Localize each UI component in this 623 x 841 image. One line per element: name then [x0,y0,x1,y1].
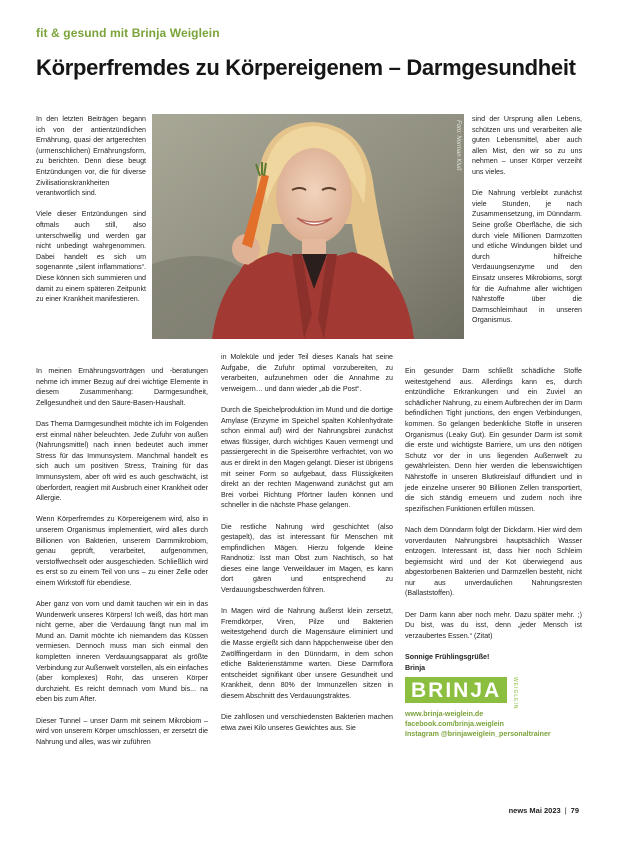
paragraph: Die zahllosen und verschiedensten Bakterien machen etwa zwei Kilo unseres Gewichtes aus. Sie [221,713,393,732]
paragraph: In meinen Ernährungsvorträgen und -beratungen nehme ich immer Bezug auf drei wichtige Elemente in diesem Zusammenhang: Darmgesundheit, Zellgesundheit und den Säure-Basen-Haushalt. [36,367,208,407]
paragraph: sind der Ursprung allen Lebens, schützen uns und verarbeiten alle guten Lebensmittel, aber auch allen Mist, den wir so zu uns nehmen – unser Körper verzeiht uns vieles. [472,115,582,176]
paragraph: Ein gesunder Darm schließt schädliche Stoffe weitestgehend aus. Allerdings kann es, durch entzündliche Erkrankungen und ein Zuviel an schädlicher Nahrung, zu einem Aufbrechen der im Darm befindlichen Tight junctions, den engen Verbindungen, kommen. So gelangen bedenkliche Stoffe in unseren Organismus (Leaky Gut). Ein gesunder Darm ist somit die erste und wichtigste Barriere, um uns den nötigen Schutz vor der in uns liegenden Außenwelt zu gewährleisten. Denn hier werden die lebenswichtigen Nährstoffe in unseren Blutkreislauf diffundiert und in jede einzelne unserer 90 Billionen Zellen transportiert, die sich ständig erneuern und zudem noch ihre spezifischen Funktionen erfüllen müssen. [405,367,582,513]
paragraph: Wenn Körperfremdes zu Körpereigenem wird, also in unserem Organismus implementiert, wird alles durch Billionen von Bakterien, unserem Darmmikrobiom, genau geprüft, verarbeitet, aufgenommen, verstoffwechselt oder ausgeschieden. Schließlich wird es erst so zu einem Teil von uns – zu einer Zelle oder einem Wirkstoff für ebendiese. [36,515,208,587]
portrait-photo [152,114,464,339]
website-link[interactable]: www.brinja-weiglein.de [405,710,484,719]
issue-label: news Mai 2023 [508,806,561,815]
author-name: Brinja [405,663,426,672]
column-1-body [36,366,208,747]
paragraph: Der Darm kann aber noch mehr. Dazu später mehr. ;) Du bist, was du isst, denn „jeder Mensch ist verzaubertes Essen.“ (Zitat) [405,610,582,640]
paragraph: In den letzten Beiträgen begann ich von der antientzündlichen Ernährung, quasi der artgerechten (urmenschlichen) Ernährungsform, zu berichten. Denn diese beugt Entzündungen vor, die für diverse Zivilisationskrankheiten verantwortlich sind. [36,115,146,198]
column-2-body [221,352,393,733]
section-kicker: fit & gesund mit Brinja Weiglein [36,26,220,40]
paragraph: Viele dieser Entzündungen sind oftmals auch still, also unterschwellig und werden gar nicht unbedingt wahrgenommen. Dabei handelt es sich um sogenannte „silent inflammations“. Diese können sich summieren und damit zu einem späteren Zeitpunkt zu einer Krankheit manifestieren. [36,210,146,304]
footer-separator: | [564,806,567,815]
instagram-link[interactable]: Instagram @brinjaweiglein_personaltrainer [405,730,551,739]
paragraph: Die Nahrung verbleibt zunächst viele Stunden, je nach Zusammensetzung, im Dünndarm. Seine große Oberfläche, die sich durch viele Millionen Darmzotten und etliche Windungen bildet und durch hilfreiche Verdauungsenzyme und den Einsatz unseres Mikrobioms, sorgt für die Aufnahme aller wichtigen Nährstoffe über die Darmschleimhaut in unseren Organismus. [472,189,582,325]
paragraph: Die restliche Nahrung wird geschichtet (also gestapelt), das ist interessant für Menschen mit empfindlichen Mägen. Hierzu folgende kleine Randnotiz: Isst man Obst zum Nachtisch, so hat dieses eine lange Verweildauer im Magen, es kann dort gären und entsprechend zu Verdauungsbeschwerden führen. [221,522,393,595]
logo-wordmark: BRINJA [405,677,507,703]
paragraph: In Magen wird die Nahrung äußerst klein zersetzt, Fremdkörper, Viren, Pilze und Bakterien weitestgehend durch die Magensäure eliminiert und die Masse ergießt sich dann häppchenweise über den Zwölffingerdarm in den Dünndarm, in dem schon etliche Bakterienstämme warten. Diese Darmflora entscheidet signifikant über unsere Gesundheit und Krankheit, denn 80% der Immunzellen sitzen in diesem Abschnitt des Verdauungstraktes. [221,607,393,700]
contact-links [405,709,582,739]
paragraph: Das Thema Darmgesundheit möchte ich im Folgenden erst einmal näher beleuchten. Jede Zufuhr von außen (Nahrungsmittel) nach innen bedeutet auch immer Stress für das Immunsystem. Manchmal handelt es sich auch um positiven Stress, Training für das Immunsystem, aber oft wird es auch geschwächt, ist überfordert, reagiert mit Ausbruch einer Krankheit oder Allergie. [36,419,208,503]
column-3-intro [472,114,582,326]
paragraph: Aber ganz von vorn und damit tauchen wir ein in das Wunderwerk unseres Körpers! Ich weiß, das hört man nicht gerne, aber die Verdauung fängt nun mal im Mund an. Damit möchte ich niemandem das Küssen vermiesen. Dennoch muss man sich einmal den kompletten inneren Verdauungsapparat als größte Verbindung zur Außenwelt vorstellen, als ein einfaches (aber komplexes) Rohr, das unseren Körper durchzieht. Es reicht demnach vom Mund bis... na eben bis zum After. [36,600,208,704]
brand-logo [405,677,582,710]
paragraph: Durch die Speichelproduktion im Mund und die dortige Amylase (Enzyme im Speichel spalten Kohlenhydrate schon einmal auf) wird der Nahrungsbrei zunächst etwas flüssiger, durch wichtiges Kauen vermengt und passiergerecht in die Speiseröhre verfrachtet, von wo aus er direkt in den Magen gelangt. Dieser ist übrigens mit seiner Form so aufgebaut, dass Flüssigkeiten direkt an der rechten Magenwand zunächst gut am Brei vorbei Richtung Pförtner laufen können und schneller in die nächste Phase gelangen. [221,405,393,510]
column-3-body [405,366,582,739]
paragraph: in Moleküle und jeder Teil dieses Kanals hat seine Aufgabe, die Zufuhr optimal vorzubereiten, zu verarbeiten, aufzunehmen oder die Annahme zu verweigern… und dann wieder „ab die Post“. [221,353,393,393]
photo-credit: Foto: Norman Kluß [455,120,461,171]
portrait-image [152,114,464,339]
paragraph: Nach dem Dünndarm folgt der Dickdarm. Hier wird dem vorverdauten Nahrungsbrei hauptsächlich Wasser entzogen. Interessant ist, dass hier noch Schleim begiemsicht wird und der Kot überwiegend aus abgestorbenen Bakterien und Darmzellen besteht, nicht nur aus unverdaulichen Nahrungsresten (Ballaststoffen). [405,525,582,598]
article-title: Körperfremdes zu Körpereigenem – Darmgesundheit [36,55,576,80]
author-signoff [405,652,582,673]
greeting: Sonnige Frühlingsgrüße! [405,653,490,662]
page-footer [509,806,579,815]
column-1-intro [36,114,146,305]
page-number: 79 [570,806,579,815]
logo-side-text: WEIGLEIN [511,677,518,710]
paragraph: Dieser Tunnel – unser Darm mit seinem Mikrobiom – wird von unserem Körper umschlossen, er zersetzt die Nahrung und alles, was wir zuführen [36,716,208,746]
facebook-link[interactable]: facebook.com/brinja.weiglein [405,720,504,729]
